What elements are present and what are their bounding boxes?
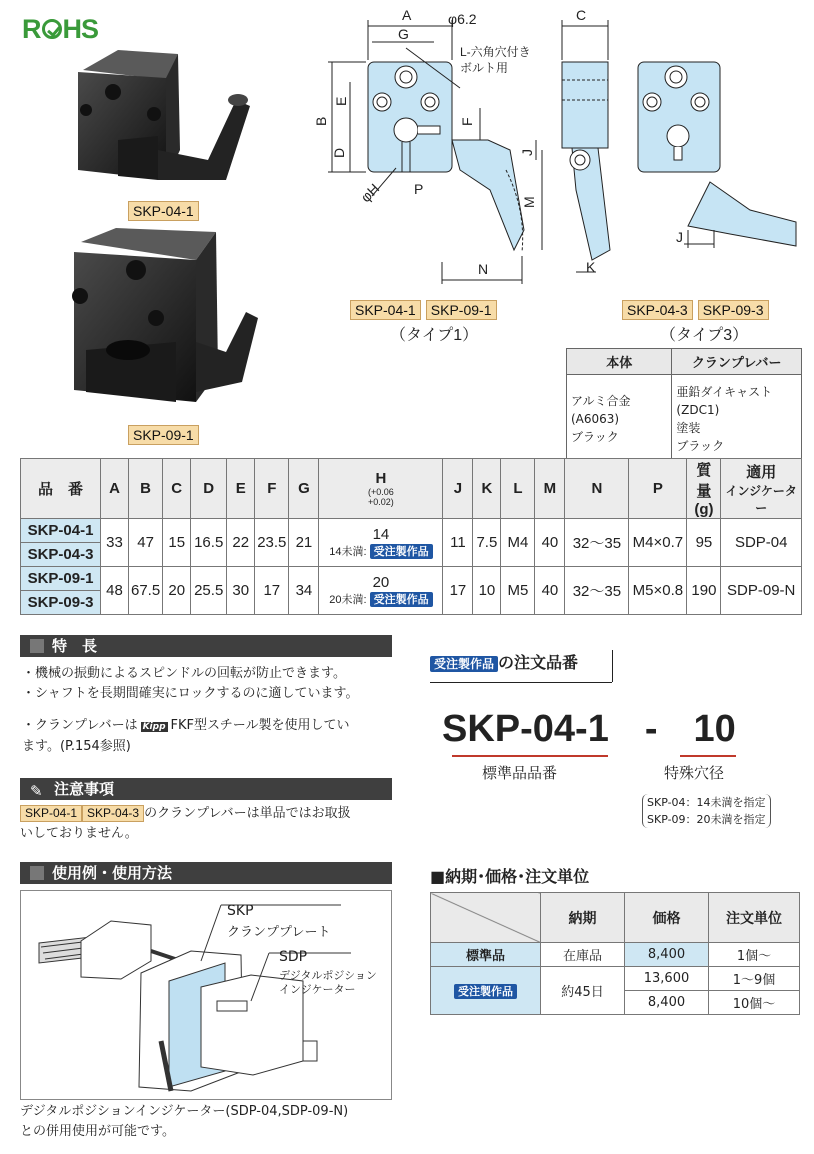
label-skp-04-1: SKP-04-1 bbox=[350, 300, 421, 320]
order-code-header: 受注製作品 の注文品番 bbox=[430, 650, 578, 673]
price-table: 納期 価格 注文単位 標準品 在庫品 8,400 1個～ 受注製作品 約45日 13,600 1～9個 8,400 10個～ bbox=[430, 892, 800, 1015]
svg-text:G: G bbox=[398, 26, 409, 42]
material-header-body: 本体 bbox=[567, 349, 672, 375]
svg-text:P: P bbox=[414, 181, 424, 197]
svg-text:E: E bbox=[333, 96, 349, 106]
svg-text:F: F bbox=[459, 117, 475, 126]
rohs-logo: R HS bbox=[22, 14, 99, 44]
type1-labels bbox=[350, 300, 497, 320]
product-photo-skp-09-1 bbox=[46, 222, 266, 422]
spec-table: 品 番 A B C D E F G H (+0.06 +0.02) J K L M N P 質量 (g) 適用 インジケーター SKP-04-1 33 47 15 16.5 22 23.5 21 14 14未満: 受注製作品 11 7.5 M4 40 32～35 M4×0.7 95 SDP-04 SKP-04-3 SKP-09-1 48 67.5 20 25.5 30 17 34 20 20未満: 受注製作品 17 10 M5 40 32～35 M5×0.8 190 SDP-09-N SKP-09-3 bbox=[20, 458, 802, 615]
technical-drawing bbox=[310, 0, 810, 300]
material-header-lever: クランプレバー bbox=[672, 349, 802, 375]
product-photo-skp-04-1 bbox=[58, 40, 258, 200]
spec-pn-skp-09-1: SKP-09-1 bbox=[21, 567, 101, 591]
caution-header: ✎ 注意事項 bbox=[20, 778, 392, 800]
spec-pn-skp-09-3: SKP-09-3 bbox=[21, 591, 101, 615]
material-table: 本体 クランプレバー アルミ合金(A6063) ブラック 亜鉛ダイキャスト(ZDC1) 塗装 ブラック bbox=[566, 348, 802, 463]
svg-text:A: A bbox=[402, 7, 412, 23]
svg-text:N: N bbox=[478, 261, 489, 277]
caution-text: SKP-04-1 SKP-04-3 のクランプレバーは単品ではお取扱 いしておりません。 bbox=[20, 806, 351, 841]
features-header: 特 長 bbox=[20, 635, 392, 657]
svg-text:J: J bbox=[676, 229, 683, 245]
usage-illustration-box: SKP クランププレート SDP デジタルポジション インジケーター bbox=[20, 890, 392, 1100]
svg-text:φH: φH bbox=[357, 180, 383, 206]
type3-labels bbox=[622, 300, 769, 320]
spec-pn-skp-04-3: SKP-04-3 bbox=[21, 543, 101, 567]
label-skp-09-1: SKP-09-1 bbox=[128, 425, 199, 445]
spec-pn-skp-04-1: SKP-04-1 bbox=[21, 519, 101, 543]
usage-caption: デジタルポジションインジケーター(SDP-04,SDP-09-N) との併用使用が可能です。 bbox=[20, 1104, 349, 1139]
features-list: ・機械の振動によるスピンドルの回転が防止できます。 ・シャフトを長期間確実にロックするのに適しています。 ・クランプレバーは Kipp FKF型スチール製を使用してい ます。(P.154参照) bbox=[22, 666, 359, 754]
svg-text:L-六角穴付き: L-六角穴付き bbox=[460, 45, 531, 59]
svg-text:φ6.2: φ6.2 bbox=[448, 11, 477, 27]
kipp-logo: Kipp bbox=[142, 722, 166, 732]
label-skp-09-1: SKP-09-1 bbox=[426, 300, 497, 320]
made-to-order-badge: 受注製作品 bbox=[370, 592, 433, 607]
label-skp-04-3: SKP-04-3 bbox=[622, 300, 693, 320]
label-skp-09-3: SKP-09-3 bbox=[698, 300, 769, 320]
price-title: ■納期･価格･注文単位 bbox=[430, 867, 590, 886]
made-to-order-badge: 受注製作品 bbox=[370, 544, 433, 559]
type1-caption: （タイプ1） bbox=[390, 327, 479, 344]
order-code-example: SKP-04-1 - 10 bbox=[442, 708, 736, 750]
rohs-check-icon bbox=[42, 19, 62, 39]
usage-header: 使用例・使用方法 bbox=[20, 862, 392, 884]
svg-text:D: D bbox=[331, 147, 347, 158]
svg-text:J: J bbox=[519, 149, 535, 156]
label-skp-04-1: SKP-04-1 bbox=[128, 201, 199, 221]
type3-caption: （タイプ3） bbox=[660, 327, 749, 344]
svg-text:C: C bbox=[576, 7, 587, 23]
svg-text:K: K bbox=[586, 259, 596, 275]
svg-text:M: M bbox=[521, 196, 537, 208]
order-hole-notes: SKP-04：14未満を指定 SKP-09：20未満を指定 bbox=[642, 794, 771, 828]
svg-text:B: B bbox=[313, 116, 329, 126]
svg-text:ボルト用: ボルト用 bbox=[460, 61, 509, 75]
